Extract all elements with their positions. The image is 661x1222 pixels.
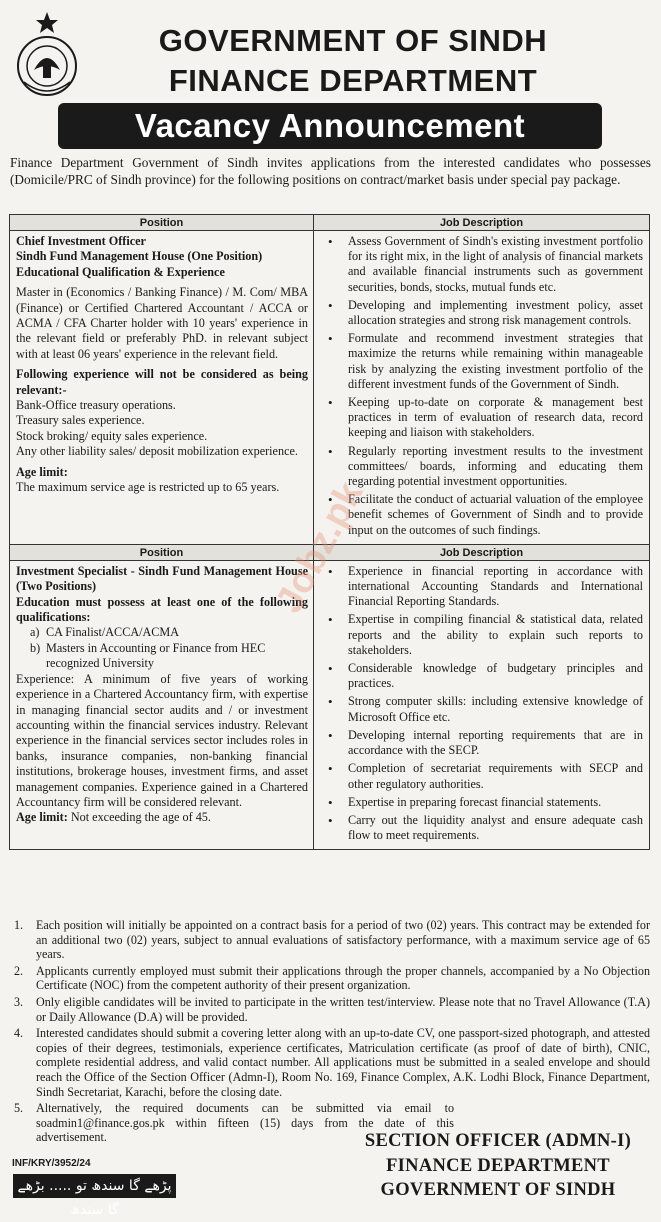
age-limit-text: Not exceeding the age of 45. <box>70 810 211 825</box>
page-title-line1: GOVERNMENT OF SINDH <box>158 23 548 58</box>
list-item: • Expertise in compiling financial & statistical data, related reports and the ability to explain such reports to stakeholders. <box>318 612 643 658</box>
list-item: • Considerable knowledge of budgetary principles and practices. <box>318 661 643 691</box>
age-limit-text: The maximum service age is restricted up to 65 years. <box>16 480 280 495</box>
column-header-job-description: Job Description <box>439 217 524 229</box>
column-header-position: Position <box>10 215 314 230</box>
not-relevant-item: Treasury sales experience. <box>16 413 145 428</box>
not-relevant-item: Any other liability sales/ deposit mobilization experience. <box>16 444 298 459</box>
education-heading: Education must possess at least one of the following qualifications: <box>16 594 308 625</box>
reference-number: INF/KRY/3952/24 <box>12 1158 91 1169</box>
list-item: • Expertise in preparing forecast financial statements. <box>318 795 643 810</box>
table-header-row <box>10 215 649 231</box>
list-item: • Strong computer skills: including extensive knowledge of Microsoft Office etc. <box>318 694 643 724</box>
list-item-label: a) <box>30 625 40 640</box>
qualification-heading: Educational Qualification & Experience <box>16 264 225 279</box>
signature-line1: SECTION OFFICER (ADMN-I) <box>364 1131 632 1151</box>
age-limit-heading: Age limit: <box>16 464 68 479</box>
signature-line2: FINANCE DEPARTMENT <box>386 1156 610 1176</box>
list-item: • Experience in financial reporting in accordance with international Accounting Standards and International Financial Reporting Standards. <box>318 564 643 610</box>
list-item-text: Alternatively, the required documents can be submitted via email to soadmin1@finance.gos.pk within fifteen (15) days from the date of this advertisement. <box>36 1101 454 1145</box>
vacancy-banner: Vacancy Announcement <box>58 103 602 149</box>
list-item: • Assess Government of Sindh's existing investment portfolio for its right mix, in the light of analysis of financial markets and available financial instruments such as government securities, bonds, stocks, mutual funds etc. <box>318 234 643 295</box>
list-item: • Formulate and recommend investment strategies that maximize the returns while remaining within manageable risk by analyzing the existing investment portfolio of the different investment funds of the Government of Sindh. <box>318 331 643 392</box>
list-item: • Keeping up-to-date on corporate & management best practices in term of evaluation of research data, record keeping and liaison with stakeholders. <box>318 395 643 441</box>
education-list <box>16 625 308 671</box>
position-title: Chief Investment Officer <box>16 234 146 248</box>
signature-line3: GOVERNMENT OF SINDH <box>380 1180 616 1200</box>
position-subtitle: Sindh Fund Management House (One Position) <box>16 249 263 264</box>
intro-paragraph: Finance Department Government of Sindh invites applications from the interested candidates who possesses (Domicile/PRC of Sindh province) for the following positions on contract/market basis under special pay package. <box>10 155 651 187</box>
list-item: • Regularly reporting investment results to the investment committees/ boards, informing and educating them regarding potential investment opportunities. <box>318 444 643 490</box>
list-item: • Completion of secretariat requirements with SECP and other regulatory authorities. <box>318 761 643 791</box>
list-item <box>14 995 650 1024</box>
job-description-cell <box>314 561 649 849</box>
sindh-government-emblem-icon <box>12 10 82 96</box>
position-cell <box>10 561 314 849</box>
list-item: • Developing and implementing investment policy, asset allocation strategies and strong risk management controls. <box>318 298 643 328</box>
list-item <box>16 641 308 672</box>
position-title: Investment Specialist - Sindh Fund Management House (Two Positions) <box>16 563 308 594</box>
list-item-number: 3. <box>14 994 24 1009</box>
page-title-line2: FINANCE DEPARTMENT <box>168 63 538 98</box>
watermark: Jobz.pk <box>268 475 372 620</box>
column-header-job-description: Job Description <box>439 546 524 559</box>
list-item <box>16 625 308 640</box>
list-item: • Carry out the liquidity analyst and ensure adequate cash flow to meet requirements. <box>318 813 643 843</box>
list-item-number: 4. <box>14 1026 24 1041</box>
table-row <box>10 561 649 849</box>
list-item <box>14 1026 650 1099</box>
column-header-position: Position <box>10 545 314 560</box>
age-limit-heading: Age limit: <box>16 810 68 825</box>
list-item <box>14 918 650 962</box>
list-item-number: 2. <box>14 963 24 978</box>
list-item-number: 5. <box>14 1101 24 1116</box>
not-relevant-item: Bank-Office treasury operations. <box>16 398 176 413</box>
list-item-text: Applicants currently employed must submit their applications through the proper channels, accompanied by a No Objection Certificate (NOC) from the competent authority of their present organization. <box>36 963 650 993</box>
duties-list <box>318 564 643 843</box>
urdu-slogan: پڑھے گا سندھ تو ..... بڑھے گا سندھ <box>13 1174 176 1198</box>
experience-text: Experience: A minimum of five years of working experience in a Chartered Accountancy firm, with expertise in managing financial sector audits and / or investment accounting within the financial services industry. Relevant experience in the financial services sector includes roles in banks, insurance companies, non-banking financial institutions, brokerage houses, investment firms, and asset management companies. Experience gained in a Chartered Accountancy firm will be considered relevant. <box>16 671 308 809</box>
not-relevant-item: Stock broking/ equity sales experience. <box>16 428 208 443</box>
list-item-text: Masters in Accounting or Finance from HEC recognized University <box>46 640 266 671</box>
list-item <box>14 964 650 993</box>
list-item-text: CA Finalist/ACCA/ACMA <box>46 625 180 640</box>
list-item-text: Only eligible candidates will be invited to participate in the written test/interview. Please note that no Travel Allowance (T.A) or Daily Allowance (D.A) will be provided. <box>36 994 650 1024</box>
not-relevant-heading: Following experience will not be considered as being relevant:- <box>16 367 308 397</box>
qualification-text: Master in (Economics / Banking Finance) / M. Com/ MBA (Finance) or Certified Chartered Accountant / ACCA or ACMA / CFA Charter holder with 10 years' experience in the relevant field or preferably PhD. in relevant subject with at least 06 years' experience in the relevant field. <box>16 285 308 361</box>
list-item: • Facilitate the conduct of actuarial valuation of the employee benefit schemes of Government of Sindh and to provide input on the outcomes of such findings. <box>318 492 643 538</box>
terms-list <box>14 918 650 1147</box>
list-item-number: 1. <box>14 918 24 932</box>
list-item-label: b) <box>30 640 41 655</box>
position-cell <box>10 231 314 544</box>
list-item-text: Each position will initially be appointed on a contract basis for a period of two (02) years. This contract may be extended for an additional two (02) years, subject to annual evaluations of satisfactory performance, with a maximum service age of 65 years. <box>36 918 650 962</box>
list-item: • Developing internal reporting requirements that are in accordance with the SECP. <box>318 728 643 758</box>
page-header <box>8 8 653 100</box>
age-limit <box>16 810 308 825</box>
list-item-text: Interested candidates should submit a covering letter along with an up-to-date CV, one passport-sized photograph, and attested copies of their degrees, testimonials, experience certificates, Matriculation certificate (as proof of date of birth), CNIC, complete residential address, and valid contact number. All applications must be submitted in a sealed envelope and should reach the Office of the Section Officer (Admn-I), Room No. 169, Finance Complex, A.K. Lodhi Block, Finance Department, Sindh Secretariat, Karachi, before the closing date. <box>36 1026 650 1099</box>
